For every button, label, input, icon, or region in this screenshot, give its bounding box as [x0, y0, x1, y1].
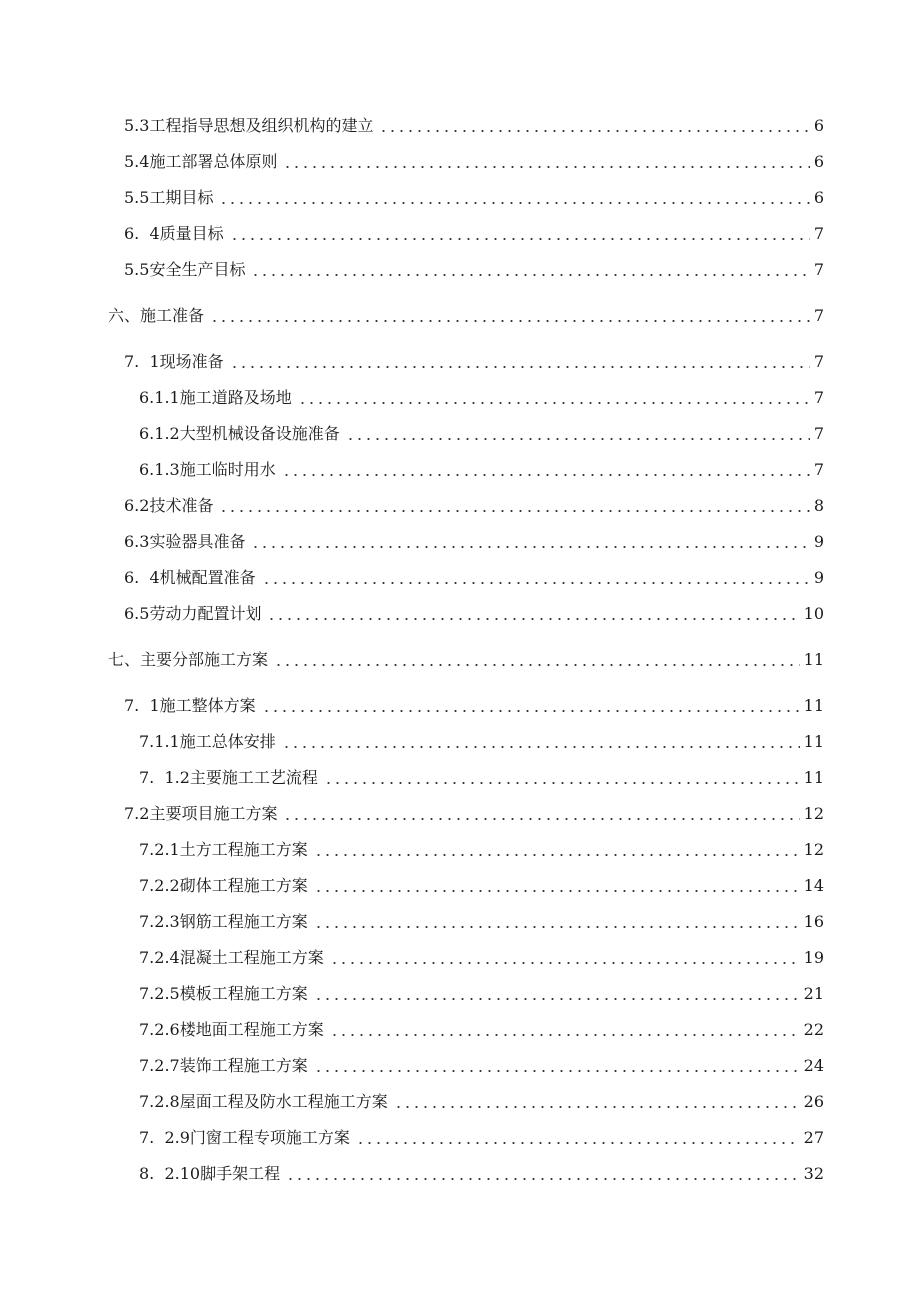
toc-number: 6.1.2 [139, 424, 180, 443]
toc-entry[interactable] [0, 601, 824, 627]
toc-page-number: 26 [803, 1092, 824, 1111]
toc-entry[interactable] [0, 909, 824, 935]
toc-number: 7.2.8 [139, 1092, 180, 1111]
toc-title: 安全生产目标 [149, 260, 246, 279]
toc-title: 施工准备 [140, 306, 205, 325]
dot-leader [274, 647, 800, 673]
toc-page-number: 14 [803, 876, 824, 895]
toc-title: 工期目标 [149, 188, 214, 207]
toc-page-number: 7 [813, 352, 824, 371]
toc-number: 7.2.7 [139, 1056, 180, 1075]
toc-page-number: 27 [803, 1128, 824, 1147]
toc-number: 7. 1 [124, 352, 160, 371]
dot-leader [286, 1161, 800, 1187]
toc-title: 主要分部施工方案 [140, 650, 269, 669]
toc-number: 5.4 [124, 152, 150, 171]
toc-page-number: 10 [803, 604, 824, 623]
toc-page-number: 11 [803, 696, 824, 715]
dot-leader [379, 113, 809, 139]
toc-number: 6.1.3 [139, 460, 180, 479]
toc-entry[interactable] [0, 529, 824, 555]
toc-entry[interactable] [0, 729, 824, 755]
toc-title: 机械配置准备 [159, 568, 256, 587]
dot-leader [251, 529, 809, 555]
toc-entry[interactable] [0, 257, 824, 283]
toc-page-number: 11 [803, 768, 824, 787]
toc-number: 7.2.6 [139, 1020, 180, 1039]
toc-page-number: 6 [813, 116, 824, 135]
toc-entry[interactable] [0, 1161, 824, 1187]
toc-title: 实验器具准备 [149, 532, 246, 551]
toc-entry[interactable] [0, 837, 824, 863]
toc-page-number: 21 [803, 984, 824, 1003]
dot-leader [314, 909, 800, 935]
toc-title: 工程指导思想及组织机构的建立 [149, 116, 374, 135]
toc-page-number: 7 [813, 388, 824, 407]
toc-page-number: 6 [813, 152, 824, 171]
toc-entry[interactable] [0, 1125, 824, 1151]
toc-number: 6. 4 [124, 224, 160, 243]
toc-entry[interactable] [0, 1089, 824, 1115]
toc-title: 屋面工程及防水工程施工方案 [179, 1092, 388, 1111]
dot-leader [314, 1053, 800, 1079]
dot-leader [219, 493, 809, 519]
dot-leader [356, 1125, 800, 1151]
toc-title: 施工临时用水 [179, 460, 276, 479]
toc-number: 8. 2.10 [139, 1164, 201, 1183]
toc-entry[interactable] [0, 421, 824, 447]
toc-page-number: 16 [803, 912, 824, 931]
toc-entry[interactable] [0, 647, 824, 673]
dot-leader [230, 349, 810, 375]
toc-number: 六、 [108, 306, 141, 325]
toc-number: 7.2.2 [139, 876, 180, 895]
toc-page-number: 9 [813, 568, 824, 587]
toc-number: 7. 1 [124, 696, 160, 715]
dot-leader [314, 837, 800, 863]
toc-page-number: 7 [813, 424, 824, 443]
dot-leader [282, 457, 810, 483]
toc-entry[interactable] [0, 149, 824, 175]
dot-leader [330, 1017, 800, 1043]
toc-number: 7.1.1 [139, 732, 180, 751]
toc-entry[interactable] [0, 945, 824, 971]
toc-entry[interactable] [0, 493, 824, 519]
toc-entry[interactable] [0, 565, 824, 591]
toc-entry[interactable] [0, 303, 824, 329]
dot-leader [314, 873, 800, 899]
toc-entry[interactable] [0, 981, 824, 1007]
toc-title: 技术准备 [149, 496, 214, 515]
toc-entry[interactable] [0, 873, 824, 899]
dot-leader [282, 729, 800, 755]
toc-title: 现场准备 [159, 352, 224, 371]
dot-leader [219, 185, 809, 211]
toc-title: 大型机械设备设施准备 [179, 424, 340, 443]
dot-leader [394, 1089, 800, 1115]
toc-entry[interactable] [0, 185, 824, 211]
toc-page-number: 12 [803, 804, 824, 823]
toc-title: 劳动力配置计划 [149, 604, 262, 623]
dot-leader [267, 601, 799, 627]
toc-title: 钢筋工程施工方案 [179, 912, 308, 931]
toc-entry[interactable] [0, 801, 824, 827]
dot-leader [262, 565, 810, 591]
toc-number: 6. 4 [124, 568, 160, 587]
toc-page-number: 11 [803, 732, 824, 751]
toc-number: 七、 [108, 650, 141, 669]
toc-page-number: 12 [803, 840, 824, 859]
toc-title: 脚手架工程 [200, 1164, 281, 1183]
dot-leader [346, 421, 810, 447]
dot-leader [230, 221, 810, 247]
toc-number: 7. 2.9 [139, 1128, 190, 1147]
dot-leader [324, 765, 800, 791]
toc-title: 主要项目施工方案 [149, 804, 278, 823]
toc-entry[interactable] [0, 457, 824, 483]
toc-page-number: 9 [813, 532, 824, 551]
toc-title: 砌体工程施工方案 [179, 876, 308, 895]
toc-page-number: 32 [803, 1164, 824, 1183]
toc-entry[interactable] [0, 349, 824, 375]
toc-number: 6.5 [124, 604, 150, 623]
toc-title: 混凝土工程施工方案 [179, 948, 324, 967]
toc-entry[interactable] [0, 221, 824, 247]
dot-leader [298, 385, 810, 411]
toc-page-number: 22 [803, 1020, 824, 1039]
toc-number: 7.2.5 [139, 984, 180, 1003]
toc-page-number: 7 [813, 460, 824, 479]
toc-page-number: 8 [813, 496, 824, 515]
toc-entry[interactable] [0, 1053, 824, 1079]
dot-leader [251, 257, 809, 283]
toc-entry[interactable] [0, 385, 824, 411]
dot-leader [262, 693, 800, 719]
toc-page-number: 19 [803, 948, 824, 967]
toc-title: 质量目标 [159, 224, 224, 243]
toc-page-number: 7 [813, 260, 824, 279]
toc-number: 5.5 [124, 188, 150, 207]
toc-title: 装饰工程施工方案 [179, 1056, 308, 1075]
toc-title: 楼地面工程施工方案 [179, 1020, 324, 1039]
dot-leader [283, 149, 809, 175]
toc-page-number: 11 [803, 650, 824, 669]
toc-number: 7. 1.2 [139, 768, 190, 787]
toc-entry[interactable] [0, 765, 824, 791]
toc-title: 施工部署总体原则 [149, 152, 278, 171]
toc-page-number: 7 [813, 306, 824, 325]
toc-number: 7.2.4 [139, 948, 180, 967]
toc-title: 施工整体方案 [159, 696, 256, 715]
dot-leader [330, 945, 800, 971]
toc-number: 7.2.3 [139, 912, 180, 931]
toc-title: 模板工程施工方案 [179, 984, 308, 1003]
toc-number: 5.3 [124, 116, 150, 135]
toc-number: 6.1.1 [139, 388, 180, 407]
toc-entry[interactable] [0, 1017, 824, 1043]
dot-leader [283, 801, 799, 827]
toc-number: 7.2.1 [139, 840, 180, 859]
toc-number: 7.2 [124, 804, 150, 823]
toc-page-number: 6 [813, 188, 824, 207]
dot-leader [314, 981, 800, 1007]
toc-title: 施工总体安排 [179, 732, 276, 751]
toc-entry[interactable] [0, 693, 824, 719]
toc-title: 施工道路及场地 [179, 388, 292, 407]
toc-title: 门窗工程专项施工方案 [189, 1128, 350, 1147]
toc-title: 主要施工工艺流程 [189, 768, 318, 787]
toc-page-number: 7 [813, 224, 824, 243]
toc-title: 土方工程施工方案 [179, 840, 308, 859]
toc-page-number: 24 [803, 1056, 824, 1075]
toc-number: 6.2 [124, 496, 150, 515]
dot-leader [210, 303, 810, 329]
toc-number: 5.5 [124, 260, 150, 279]
toc-number: 6.3 [124, 532, 150, 551]
toc-entry[interactable] [0, 113, 824, 139]
